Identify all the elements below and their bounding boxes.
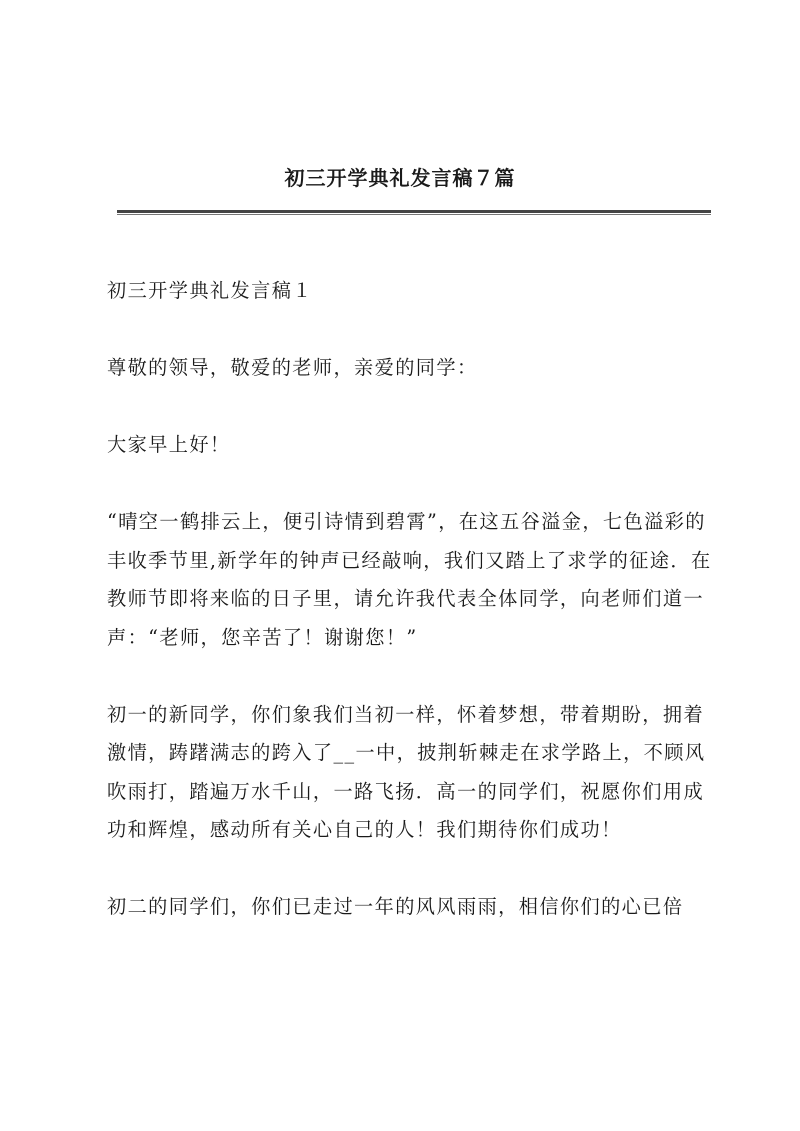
- body-paragraph: 初二的同学们，你们已走过一年的风风雨雨，相信你们的心已倍: [107, 895, 684, 918]
- body-paragraph: “晴空一鹤排云上，便引诗情到碧霄”，在这五谷溢金，七色溢彩的丰收季节里,新学年的钟声已经敲响，我们又踏上了求学的征途．在教师节即将来临的日子里，请允许我代表全体同学，向老师们道一声：“老师，您辛苦了！谢谢您！”: [107, 510, 712, 649]
- greeting-paragraph: 大家早上好！: [107, 433, 231, 456]
- document-body: [107, 272, 715, 927]
- salutation-paragraph: 尊敬的领导，敬爱的老师，亲爱的同学：: [107, 356, 478, 379]
- body-paragraph: 初一的新同学，你们象我们当初一样，怀着梦想，带着期盼，拥着激情，踌躇满志的跨入了__一中，披荆斩棘走在求学路上，不顾风吹雨打，踏遍万水千山，一路飞扬．高一的同学们，祝愿你们用成功和辉煌，感动所有关心自己的人！我们期待你们成功！: [107, 702, 706, 841]
- section-heading: 初三开学典礼发言稿１: [107, 279, 313, 302]
- document-title: 初三开学典礼发言稿７篇: [284, 166, 516, 190]
- title-divider: [117, 210, 711, 213]
